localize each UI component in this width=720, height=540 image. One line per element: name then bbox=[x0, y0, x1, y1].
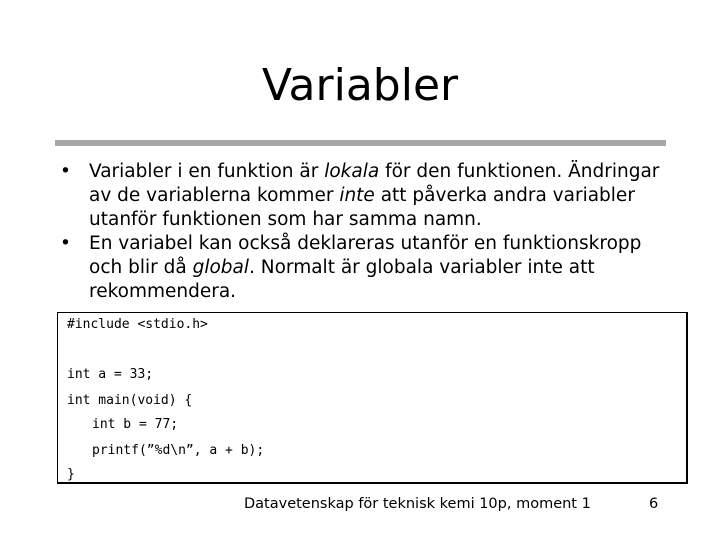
bullet-list bbox=[60, 160, 670, 304]
code-line: #include <stdio.h> bbox=[67, 317, 208, 332]
code-line: int b = 77; bbox=[92, 417, 179, 432]
code-line: } bbox=[67, 467, 75, 482]
slide-footer: Datavetenskap för teknisk kemi 10p, moment 1 bbox=[244, 496, 591, 512]
bullet-text-segment: för den funktionen. Ändringar av de variablerna kommer bbox=[89, 161, 660, 206]
bullet-item bbox=[60, 232, 670, 304]
bullet-item bbox=[60, 160, 670, 232]
bullet-icon: • bbox=[60, 233, 71, 254]
bullet-text bbox=[89, 161, 659, 230]
code-line: int a = 33; bbox=[67, 367, 154, 382]
bullet-text-segment: En variabel kan också deklareras utanför en funktionskropp och blir då bbox=[89, 233, 642, 278]
bullet-text-segment: att påverka andra variabler utanför funktionen som har samma namn. bbox=[89, 185, 635, 230]
slide-title: Variabler bbox=[261, 60, 459, 111]
bullet-text-segment: Variabler i en funktion är bbox=[89, 161, 325, 182]
code-line: int main(void) { bbox=[67, 393, 193, 408]
code-block bbox=[57, 312, 688, 484]
bullet-icon: • bbox=[60, 161, 71, 182]
bullet-emphasis: lokala bbox=[324, 161, 380, 182]
code-line: printf(”%d\n”, a + b); bbox=[92, 443, 265, 458]
page-number: 6 bbox=[649, 496, 659, 512]
bullet-emphasis: inte bbox=[339, 185, 375, 206]
bullet-emphasis: global bbox=[192, 257, 249, 278]
title-divider bbox=[55, 140, 666, 146]
bullet-text-segment: . Normalt är globala variabler inte att rekommendera. bbox=[89, 257, 595, 302]
bullet-text bbox=[89, 233, 641, 302]
